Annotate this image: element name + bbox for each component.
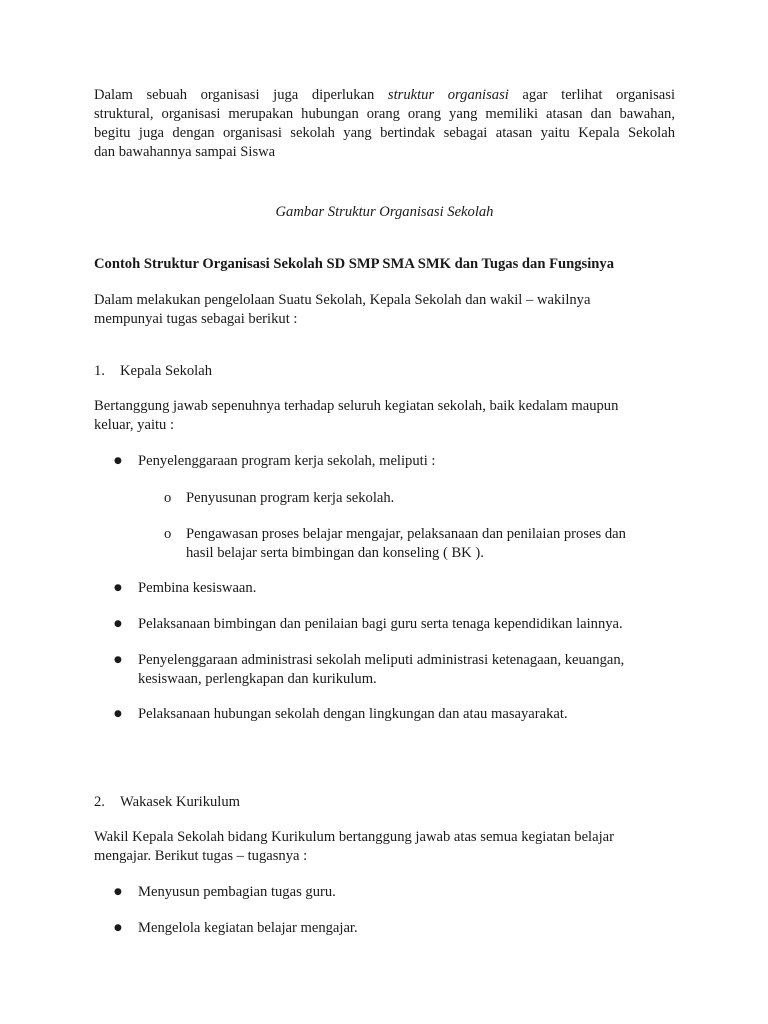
list-item bbox=[94, 883, 675, 902]
lead-line-2: mempunyai tugas sebagai berikut : bbox=[94, 311, 298, 327]
list-item-text-line-2: kesiswaan, perlengkapan dan kurikulum. bbox=[138, 671, 377, 687]
list-item-text-line-1: Penyelenggaraan administrasi sekolah meliputi administrasi ketenagaan, keuangan, bbox=[138, 652, 625, 668]
bullet-icon: ● bbox=[114, 887, 122, 897]
section-1-desc-line-2: keluar, yaitu : bbox=[94, 417, 175, 433]
intro-italic-term: struktur organisasi bbox=[387, 87, 509, 103]
intro-text-b: agar terlihat organisasi bbox=[508, 87, 675, 103]
section-1-title bbox=[94, 363, 675, 380]
list-item bbox=[94, 452, 675, 471]
section-2-desc-line-1: Wakil Kepala Sekolah bidang Kurikulum bertanggung jawab atas semua kegiatan belajar bbox=[94, 829, 614, 845]
document-page bbox=[94, 86, 675, 938]
list-item-text: Pelaksanaan bimbingan dan penilaian bagi guru serta tenaga kependidikan lainnya. bbox=[138, 616, 623, 632]
list-item-text: Menyusun pembagian tugas guru. bbox=[138, 884, 336, 900]
circle-bullet-icon: o bbox=[164, 490, 172, 506]
list-item-text: Penyelenggaraan program kerja sekolah, meliputi : bbox=[138, 453, 436, 469]
intro-line-3: begitu juga dengan organisasi sekolah yang bertindak sebagai atasan yaitu Kepala Sekolah bbox=[94, 125, 675, 141]
section-1-desc-line-1: Bertanggung jawab sepenuhnya terhadap seluruh kegiatan sekolah, baik kedalam maupun bbox=[94, 398, 619, 414]
bullet-icon: ● bbox=[114, 655, 122, 665]
section-2-number: 2. bbox=[94, 794, 105, 810]
list-item-text: Pembina kesiswaan. bbox=[138, 580, 257, 596]
section-2-bullet-list bbox=[94, 883, 675, 938]
list-item bbox=[94, 489, 675, 508]
list-item bbox=[94, 919, 675, 938]
circle-bullet-icon: o bbox=[164, 526, 172, 542]
lead-line-1: Dalam melakukan pengelolaan Suatu Sekolah, Kepala Sekolah dan wakil – wakilnya bbox=[94, 292, 591, 308]
intro-paragraph bbox=[94, 86, 675, 162]
lead-paragraph bbox=[94, 291, 675, 329]
section-1-sub-list bbox=[94, 489, 675, 563]
bullet-icon: ● bbox=[114, 923, 122, 933]
list-item bbox=[94, 651, 675, 689]
bullet-icon: ● bbox=[114, 709, 122, 719]
section-heading: Contoh Struktur Organisasi Sekolah SD SMP SMA SMK dan Tugas dan Fungsinya bbox=[94, 256, 615, 272]
list-item-text: Pelaksanaan hubungan sekolah dengan lingkungan dan atau masayarakat. bbox=[138, 706, 568, 722]
list-item-text-line-2: hasil belajar serta bimbingan dan konseling ( BK ). bbox=[186, 545, 484, 561]
list-item bbox=[94, 579, 675, 598]
section-1-number: 1. bbox=[94, 363, 105, 379]
section-1-title-text: Kepala Sekolah bbox=[120, 363, 212, 379]
section-1-description bbox=[94, 397, 675, 435]
section-2-title-text: Wakasek Kurikulum bbox=[120, 794, 241, 810]
intro-line-4: dan bawahannya sampai Siswa bbox=[94, 144, 276, 160]
intro-text-a: Dalam sebuah organisasi juga diperlukan bbox=[94, 87, 388, 103]
list-item-text-line-1: Pengawasan proses belajar mengajar, pelaksanaan dan penilaian proses dan bbox=[186, 526, 626, 542]
intro-line-2: struktural, organisasi merupakan hubungan orang orang yang memiliki atasan dan bawahan, bbox=[94, 106, 675, 122]
section-2-desc-line-2: mengajar. Berikut tugas – tugasnya : bbox=[94, 848, 308, 864]
section-2-description bbox=[94, 828, 675, 866]
bullet-icon: ● bbox=[114, 583, 122, 593]
list-item bbox=[94, 525, 675, 563]
bullet-icon: ● bbox=[114, 456, 122, 466]
list-item-text: Penyusunan program kerja sekolah. bbox=[186, 490, 395, 506]
list-item bbox=[94, 705, 675, 724]
figure-caption: Gambar Struktur Organisasi Sekolah bbox=[275, 204, 494, 220]
list-item-text: Mengelola kegiatan belajar mengajar. bbox=[138, 920, 358, 936]
section-1-bullet-list-2 bbox=[94, 579, 675, 724]
bullet-icon: ● bbox=[114, 619, 122, 629]
section-2-title bbox=[94, 794, 675, 811]
list-item bbox=[94, 615, 675, 634]
intro-line-1 bbox=[94, 86, 675, 105]
section-1-bullet-list bbox=[94, 452, 675, 471]
